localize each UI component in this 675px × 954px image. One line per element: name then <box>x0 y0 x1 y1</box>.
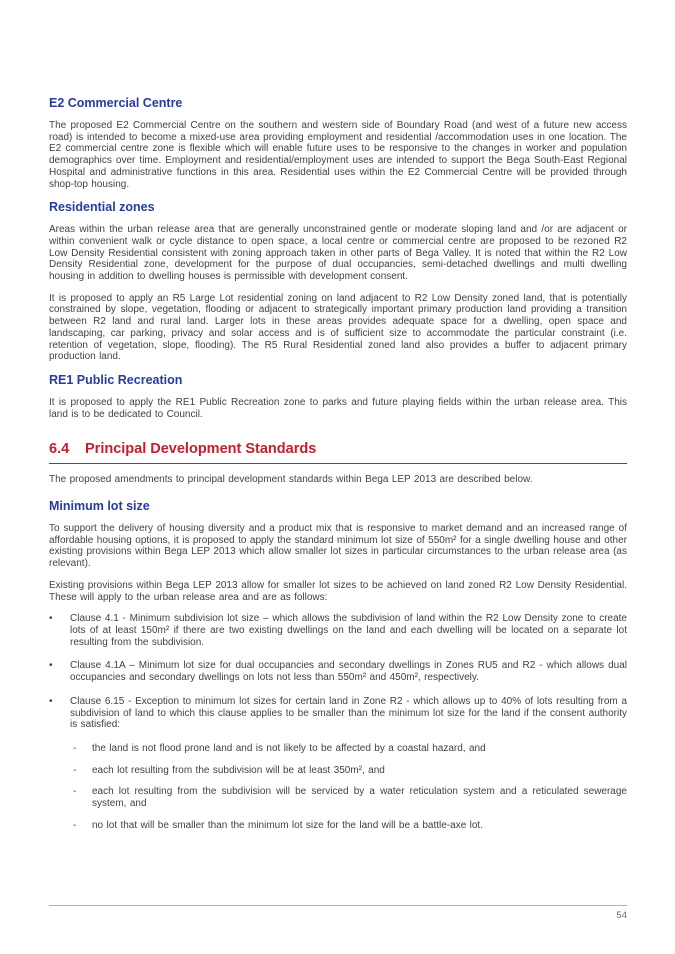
list-item-clause-4-1 <box>49 613 627 648</box>
paragraph-re1-public-recreation: It is proposed to apply the RE1 Public Recreation zone to parks and future playing fields within the urban release area. This land is to be dedicated to Council. <box>49 396 627 420</box>
heading-re1-public-recreation: RE1 Public Recreation <box>49 372 183 387</box>
paragraph-residential-zones-2: It is proposed to apply an R5 Large Lot residential zoning on land adjacent to R2 Low Density zoned land, that is potentially constrained by slope, vegetation, flooding or adjacent to strategically important primary production land providing a transition between R2 land and rural land. Larger lots in these areas provides adequate space for a dwelling, open space and landscaping, car parking, privacy and solar access and is of sufficient size to accommodate the particular constraint (i.e. retention of vegetation, slope, flooding). The R5 Rural Residential zoned land also provides a buffer to adjacent primary production land. <box>49 292 627 363</box>
sub-list-item-text: the land is not flood prone land and is not likely to be affected by a coastal hazard, and <box>92 742 486 754</box>
paragraph-minimum-lot-size-2: Existing provisions within Bega LEP 2013 allow for smaller lot sizes to be achieved on land zoned R2 Low Density Residential. These will apply to the urban release area and are as follows: <box>49 579 627 603</box>
heading-e2-commercial-centre: E2 Commercial Centre <box>49 96 183 110</box>
sub-list-item-lot-size <box>73 765 627 777</box>
bullet-marker: • <box>49 613 53 625</box>
paragraph-minimum-lot-size-1: To support the delivery of housing diversity and a product mix that is responsive to market demand and an increased range of affordable housing options, it is proposed to apply the standard minimum lot size of 550m² for a single dwelling house and other existing provisions within Bega LEP 2013 which allow smaller lot sizes in particular circumstances to the urban release area (as relevant). <box>49 523 627 570</box>
list-item-text: Clause 6.15 - Exception to minimum lot sizes for certain land in Zone R2 - which allows up to 40% of lots resulting from a subdivision of land to which this clause applies to be smaller than the minimum lot size for the land if the consent authority is satisfied: <box>70 695 627 731</box>
sub-list-item-text: each lot resulting from the subdivision will be at least 350m², and <box>92 764 385 776</box>
paragraph-residential-zones-1: Areas within the urban release area that are generally unconstrained gentle or moderate sloping land and /or are adjacent or within convenient walk or cycle distance to open space, a local centre or commercial centre are proposed to be rezoned R2 Low Density Residential consistent with zoning approach taken in other parts of Bega Valley. It is noted that within the R2 Low Density Residential zone, development for the purpose of dual occupancies, semi-detached dwellings and multi dwelling housing in addition to dwelling houses is permissible with development consent. <box>49 224 627 283</box>
section-heading-6-4 <box>49 442 627 464</box>
sub-list-item-services <box>73 786 627 809</box>
sub-list-item-text: no lot that will be smaller than the minimum lot size for the land will be a battle-axe lot. <box>92 819 483 831</box>
dash-marker: - <box>73 819 77 831</box>
heading-minimum-lot-size: Minimum lot size <box>49 499 150 514</box>
sub-list-item-text: each lot resulting from the subdivision will be serviced by a water reticulation system and a reticulated sewerage system, and <box>92 786 627 810</box>
dash-marker: - <box>73 742 77 754</box>
dash-marker: - <box>73 786 77 798</box>
page-content <box>49 96 627 841</box>
bullet-marker: • <box>49 695 53 707</box>
section-title: Principal Development Standards <box>85 441 317 458</box>
list-item-clause-6-15 <box>49 696 627 731</box>
dash-marker: - <box>73 764 77 776</box>
bullet-marker: • <box>49 660 53 672</box>
page-footer <box>49 905 627 921</box>
section-number: 6.4 <box>49 441 70 458</box>
sub-list-item-flood <box>73 743 627 755</box>
list-item-text: Clause 4.1 - Minimum subdivision lot size – which allows the subdivision of land within the R2 Low Density zone to create lots of at least 150m² if there are two existing dwellings on the land and each dwelling will be located on a separate lot resulting from the subdivision. <box>70 613 627 648</box>
paragraph-section-6-4-intro: The proposed amendments to principal development standards within Bega LEP 2013 are described below. <box>49 474 533 486</box>
heading-residential-zones: Residential zones <box>49 200 155 215</box>
paragraph-e2-commercial-centre: The proposed E2 Commercial Centre on the southern and western side of Boundary Road (and west of a future new access road) is intended to become a mixed-use area providing employment and residential /accommodation uses in one location. The E2 commercial centre zone is flexible which will enable future uses to be responsive to the changes in worker and population demographics over time. Employment and residential/employment uses are intended to support the Bega South-East Regional Hospital and administrative functions in this area. Residential uses within the E2 Commercial Centre will be provided through shop-top housing. <box>49 120 627 190</box>
sub-list-item-battle-axe <box>73 820 627 832</box>
list-item-text: Clause 4.1A – Minimum lot size for dual occupancies and secondary dwellings in Zones RU5 and R2 - which allows dual occupancies and secondary dwellings on lots not less than 550m² and 450m², respectively. <box>70 660 627 684</box>
list-item-clause-4-1a <box>49 660 627 683</box>
page-number: 54 <box>616 910 627 921</box>
